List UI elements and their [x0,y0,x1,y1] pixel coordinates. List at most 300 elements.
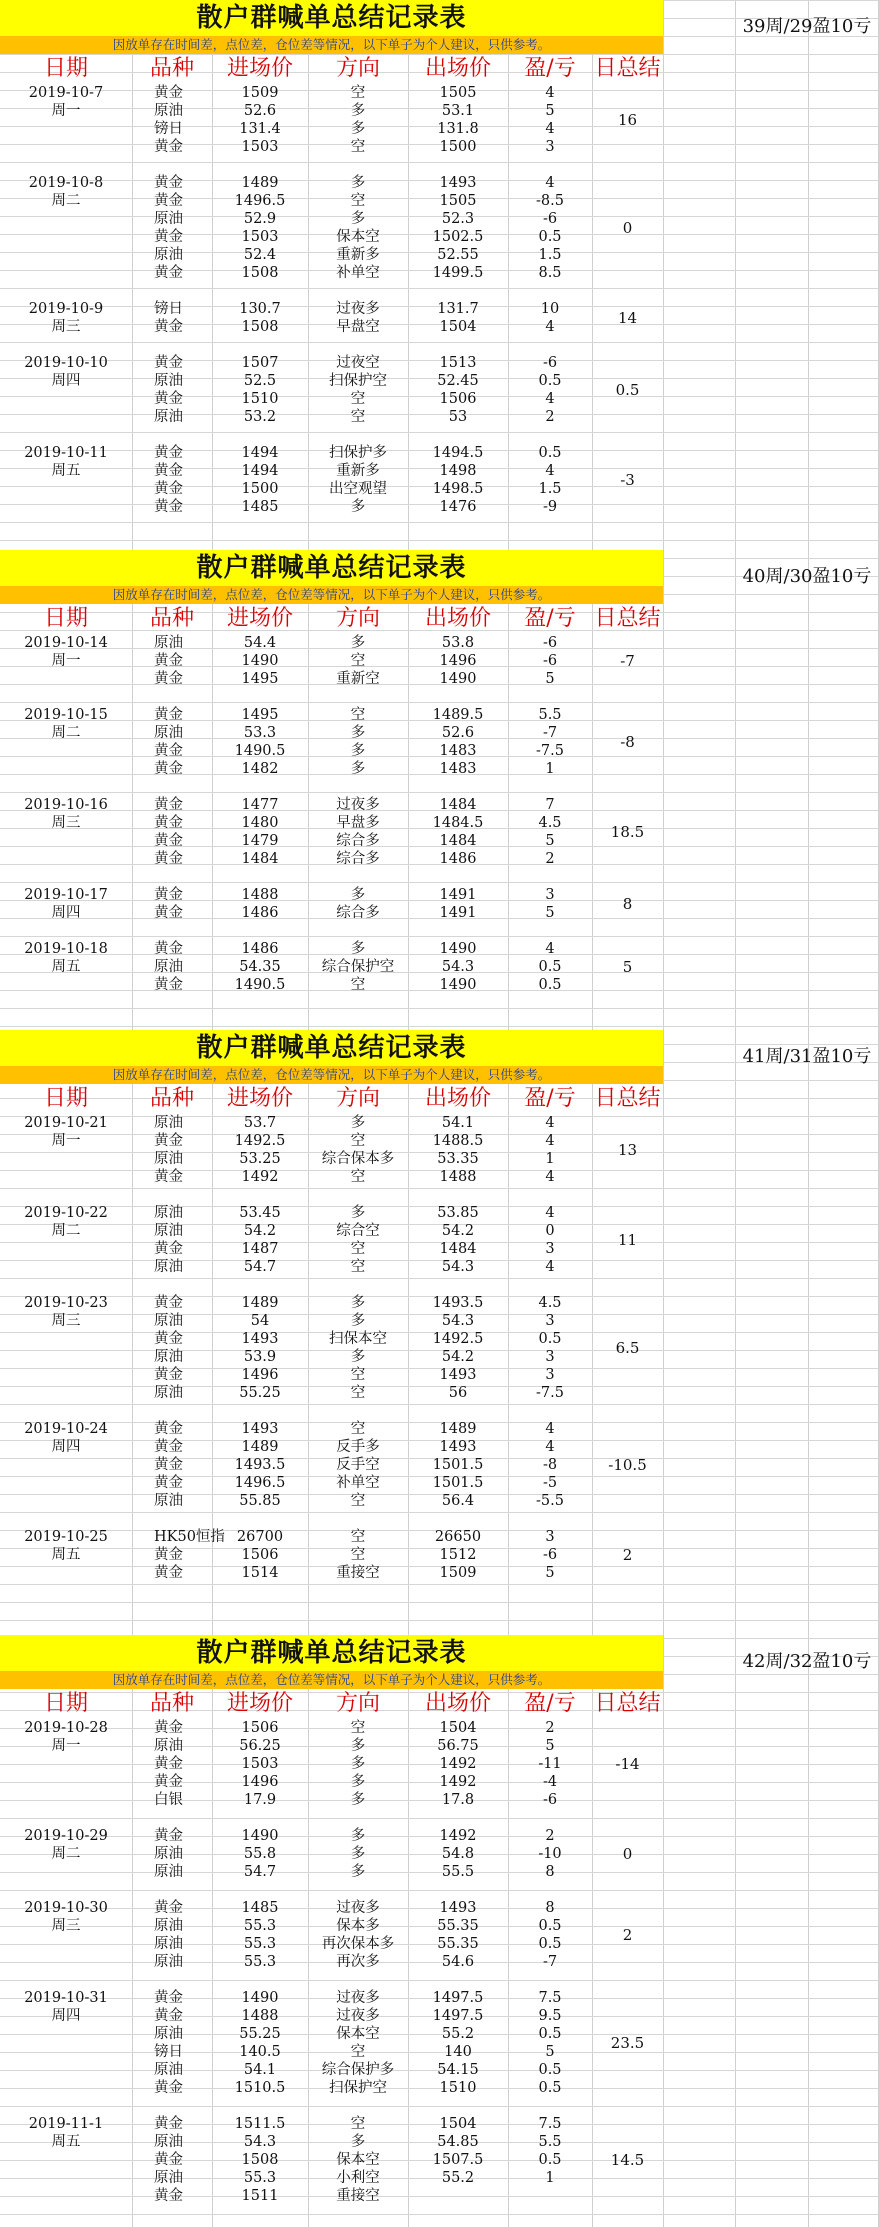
date-cell: 2019-10-18 [24,941,108,957]
exit-price-cell: 1504 [439,2116,477,2132]
date-cell: 2019-10-17 [24,887,108,903]
direction-cell: 多 [350,1738,366,1754]
direction-cell: 过夜多 [336,1900,380,1916]
table-row [0,354,663,372]
daily-total-cell: -10.5 [608,1456,647,1474]
exit-price-cell: 1483 [439,761,477,777]
header-pnl: 盈/亏 [524,606,576,631]
product-cell: 原油 [154,2170,183,2186]
direction-cell: 多 [350,1774,366,1790]
pnl-cell: 4 [545,1169,555,1185]
product-cell: 黄金 [154,653,183,669]
exit-price-cell: 52.55 [437,247,479,263]
weekday-cell: 周五 [51,959,81,975]
weekday-cell: 周三 [51,1313,81,1329]
grid-hline [0,1980,879,1981]
product-cell: 原油 [154,1115,183,1131]
entry-price-cell: 1506 [241,1547,279,1563]
entry-price-cell: 1514 [241,1565,279,1581]
exit-price-cell: 1510 [439,2080,477,2096]
weekday-cell: 周四 [51,373,81,389]
table-row [0,462,663,480]
direction-cell: 综合多 [336,905,380,921]
product-cell: 黄金 [154,481,183,497]
pnl-cell: 2 [545,1828,555,1844]
pnl-cell: 8 [545,1864,555,1880]
pnl-cell: 1.5 [538,481,562,497]
direction-cell: 空 [350,1547,366,1563]
grid-hline [0,1512,879,1513]
direction-cell: 综合保本多 [321,1151,395,1167]
product-cell: 原油 [154,1918,183,1934]
daily-total-cell: 0 [622,1845,633,1863]
table-row [0,1935,663,1953]
header-pnl: 盈/亏 [524,1691,576,1716]
product-cell: 黄金 [154,905,183,921]
exit-price-cell: 1492.5 [432,1331,484,1347]
product-cell: 黄金 [154,887,183,903]
header-exit: 出场价 [424,1691,491,1716]
product-cell: 黄金 [154,391,183,407]
date-cell: 2019-10-21 [24,1115,108,1131]
pnl-cell: 8.5 [538,265,562,281]
entry-price-cell: 1508 [241,265,279,281]
entry-price-cell: 1488 [241,887,279,903]
product-cell: 原油 [154,1151,183,1167]
exit-price-cell: 1507.5 [432,2152,484,2168]
entry-price-cell: 54.1 [243,2062,277,2078]
pnl-cell: 4 [545,1133,555,1149]
direction-cell: 空 [350,391,366,407]
entry-price-cell: 1492 [241,1169,279,1185]
exit-price-cell: 1493 [439,1900,477,1916]
product-cell: 黄金 [154,707,183,723]
exit-price-cell: 56 [448,1385,468,1401]
entry-price-cell: 131.4 [239,121,281,137]
table-row [0,1258,663,1276]
direction-cell: 空 [350,1241,366,1257]
exit-price-cell: 53 [448,409,468,425]
table-row [0,1528,663,1546]
pnl-cell: -8 [542,1457,558,1473]
product-cell: 黄金 [154,1900,183,1916]
pnl-cell: -9 [542,499,558,515]
exit-price-cell: 1483 [439,743,477,759]
date-cell: 2019-10-16 [24,797,108,813]
grid-hline [0,2214,879,2215]
table-row [0,372,663,390]
table-row [0,1899,663,1917]
direction-cell: 扫保护多 [329,445,387,461]
header-product: 品种 [149,1086,194,1111]
direction-cell: 综合空 [336,1223,380,1239]
product-cell: 黄金 [154,229,183,245]
product-cell: 黄金 [154,1720,183,1736]
entry-price-cell: 52.9 [243,211,277,227]
entry-price-cell: 54.4 [243,635,277,651]
pnl-cell: 0.5 [538,1331,562,1347]
grid-hline [0,2106,879,2107]
weekday-cell: 周三 [51,1918,81,1934]
exit-price-cell: 1502.5 [432,229,484,245]
exit-price-cell: 131.7 [437,301,479,317]
entry-price-cell: 54.2 [243,1223,277,1239]
direction-cell: 再次保本多 [321,1936,395,1952]
direction-cell: 空 [350,2044,366,2060]
exit-price-cell: 52.45 [437,373,479,389]
direction-cell: 扫保本空 [329,1331,387,1347]
table-row [0,1114,663,1132]
direction-cell: 保本空 [336,2152,380,2168]
grid-hline [0,792,879,793]
direction-cell: 多 [350,1846,366,1862]
entry-price-cell: 53.45 [239,1205,281,1221]
pnl-cell: 4 [545,175,555,191]
product-cell: 黄金 [154,1457,183,1473]
direction-cell: 过夜多 [336,301,380,317]
product-cell: 原油 [154,1738,183,1754]
direction-cell: 空 [350,1529,366,1545]
pnl-cell: -6 [542,1792,558,1808]
table-row [0,1845,663,1863]
grid-vline [663,0,664,2227]
header-pnl: 盈/亏 [524,1086,576,1111]
product-cell: 黄金 [154,941,183,957]
exit-price-cell: 1489 [439,1421,477,1437]
table-row [0,724,663,742]
entry-price-cell: 1490 [241,653,279,669]
daily-total-cell: 8 [622,895,633,913]
direction-cell: 多 [350,2134,366,2150]
table-row [0,390,663,408]
table-row [0,760,663,778]
grid-hline [0,540,879,541]
grid-hline [0,1188,879,1189]
daily-total-cell: 5 [622,958,633,976]
date-cell: 2019-10-31 [24,1990,108,2006]
entry-price-cell: 1503 [241,139,279,155]
grid-hline [0,1602,879,1603]
table-row [0,1755,663,1773]
exit-price-cell: 1506 [439,391,477,407]
table-row [0,2007,663,2025]
pnl-cell: 3 [545,139,555,155]
daily-total-cell: 23.5 [610,2034,645,2052]
date-cell: 2019-10-30 [24,1900,108,1916]
grid-hline [0,522,879,523]
pnl-cell: 0.5 [538,2062,562,2078]
grid-hline [0,1008,879,1009]
pnl-cell [508,2187,592,2205]
exit-price-cell: 1493 [439,175,477,191]
weekday-cell: 周一 [51,1133,81,1149]
pnl-cell: 0.5 [538,445,562,461]
pnl-cell: 5 [545,2044,555,2060]
product-cell: 黄金 [154,815,183,831]
table-row [0,652,663,670]
direction-cell: 空 [350,1133,366,1149]
daily-total-cell: 14 [617,309,638,327]
direction-cell: 空 [350,409,366,425]
exit-price-cell: 1492 [439,1828,477,1844]
table-row [0,2061,663,2079]
direction-cell: 空 [350,1493,366,1509]
entry-price-cell: 1496 [241,1774,279,1790]
daily-total-cell: 6.5 [615,1339,640,1357]
exit-price-cell: 55.5 [441,1864,475,1880]
product-cell: 黄金 [154,1331,183,1347]
table-row [0,940,663,958]
grid-hline [0,1818,879,1819]
exit-price-cell: 1484 [439,1241,477,1257]
daily-total-cell: -14 [615,1755,640,1773]
direction-cell: 空 [350,707,366,723]
date-cell: 2019-10-10 [24,355,108,371]
pnl-cell: 5 [545,905,555,921]
direction-cell: 保本多 [336,1918,380,1934]
product-cell: 黄金 [154,85,183,101]
table-row [0,2187,663,2205]
exit-price-cell: 131.8 [437,121,479,137]
direction-cell: 反手空 [336,1457,380,1473]
pnl-cell: 1.5 [538,247,562,263]
direction-cell: 多 [350,1313,366,1329]
exit-price-cell: 17.8 [441,1792,475,1808]
table-row [0,814,663,832]
direction-cell: 保本空 [336,229,380,245]
entry-price-cell: 54.7 [243,1864,277,1880]
pnl-cell: 5.5 [538,2134,562,2150]
weekday-cell: 周三 [51,815,81,831]
pnl-cell: 0.5 [538,373,562,389]
pnl-cell: -7.5 [536,1385,564,1401]
pnl-cell: 4 [545,391,555,407]
exit-price-cell: 54.2 [441,1349,475,1365]
table-row [0,1773,663,1791]
pnl-cell: -10 [538,1846,562,1862]
entry-price-cell: 1490 [241,1828,279,1844]
header-direction: 方向 [335,1691,380,1716]
direction-cell: 多 [350,941,366,957]
entry-price-cell: 52.5 [243,373,277,389]
grid-hline [0,288,879,289]
exit-price-cell: 140 [444,2044,472,2060]
date-cell: 2019-10-15 [24,707,108,723]
daily-total-cell: 2 [622,1546,633,1564]
table-row [0,1168,663,1186]
product-cell: 黄金 [154,977,183,993]
pnl-cell: 2 [545,1720,555,1736]
direction-cell: 多 [350,1828,366,1844]
entry-price-cell: 52.6 [243,103,277,119]
exit-price-cell: 1484.5 [432,815,484,831]
table-row [0,1456,663,1474]
exit-price-cell: 1513 [439,355,477,371]
direction-cell: 综合保护空 [321,959,395,975]
exit-price-cell: 54.2 [441,1223,475,1239]
direction-cell: 多 [350,1115,366,1131]
product-cell: 原油 [154,635,183,651]
pnl-cell: 5 [545,103,555,119]
pnl-cell: 8 [545,1900,555,1916]
product-cell: 原油 [154,1223,183,1239]
direction-cell: 空 [350,139,366,155]
entry-price-cell: 55.3 [243,1936,277,1952]
grid-hline [0,1620,879,1621]
entry-price-cell: 1485 [241,1900,279,1916]
header-pnl: 盈/亏 [524,56,576,81]
exit-price-cell: 1491 [439,905,477,921]
direction-cell: 空 [350,85,366,101]
entry-price-cell: 1488 [241,2008,279,2024]
exit-price-cell: 1488.5 [432,1133,484,1149]
product-cell: 黄金 [154,193,183,209]
product-cell: 黄金 [154,1756,183,1772]
entry-price-cell: 1496 [241,1367,279,1383]
pnl-cell: 4 [545,1205,555,1221]
pnl-cell: 7.5 [538,2116,562,2132]
header-product: 品种 [149,606,194,631]
exit-price-cell: 1486 [439,851,477,867]
entry-price-cell: 1484 [241,851,279,867]
direction-cell: 空 [350,977,366,993]
product-cell: 原油 [154,247,183,263]
table-row [0,1564,663,1582]
entry-price-cell: 1495 [241,707,279,723]
exit-price-cell: 54.85 [437,2134,479,2150]
entry-price-cell: 1492.5 [234,1133,286,1149]
exit-price-cell: 1491 [439,887,477,903]
table-row [0,138,663,156]
pnl-cell: -4 [542,1774,558,1790]
pnl-cell: 3 [545,1313,555,1329]
header-date: 日期 [43,56,88,81]
product-cell: 黄金 [154,175,183,191]
table-row [0,2133,663,2151]
table-row [0,1366,663,1384]
direction-cell: 多 [350,103,366,119]
exit-price-cell: 1500 [439,139,477,155]
pnl-cell: 4 [545,121,555,137]
direction-cell: 多 [350,121,366,137]
pnl-cell: -8.5 [536,193,564,209]
date-cell: 2019-10-11 [24,445,108,461]
table-row [0,1438,663,1456]
disclaimer-notice: 因放单存在时间差，点位差，仓位差等情况，以下单子为个人建议，只供参考。 [112,1672,551,1687]
table-row [0,1222,663,1240]
header-entry: 进场价 [226,1691,293,1716]
product-cell: 原油 [154,1205,183,1221]
direction-cell: 多 [350,1349,366,1365]
product-cell: 黄金 [154,355,183,371]
direction-cell: 空 [350,193,366,209]
entry-price-cell: 1508 [241,319,279,335]
daily-total-cell: 18.5 [610,823,645,841]
direction-cell: 多 [350,1756,366,1772]
grid-hline [0,1404,879,1405]
header-daily: 日总结 [594,56,661,81]
entry-price-cell: 1489 [241,1295,279,1311]
direction-cell: 早盘空 [336,319,380,335]
pnl-cell: 4 [545,1115,555,1131]
table-row [0,1863,663,1881]
product-cell: 原油 [154,2026,183,2042]
table-row [0,318,663,336]
weekday-cell: 周二 [51,193,81,209]
entry-price-cell: 1507 [241,355,279,371]
product-cell: 黄金 [154,743,183,759]
table-row [0,1204,663,1222]
product-cell: 黄金 [154,1421,183,1437]
entry-price-cell: 1510 [241,391,279,407]
table-row [0,2169,663,2187]
entry-price-cell: 1486 [241,905,279,921]
pnl-cell: 1 [545,2170,555,2186]
weekday-cell: 周四 [51,2008,81,2024]
entry-price-cell: 1503 [241,1756,279,1772]
direction-cell: 空 [350,1259,366,1275]
direction-cell: 多 [350,211,366,227]
entry-price-cell: 1490.5 [234,743,286,759]
direction-cell: 过夜多 [336,797,380,813]
product-cell: 原油 [154,211,183,227]
header-exit: 出场价 [424,1086,491,1111]
header-direction: 方向 [335,1086,380,1111]
table-row [0,480,663,498]
daily-total-cell: 13 [617,1141,638,1159]
date-cell: 2019-10-22 [24,1205,108,1221]
pnl-cell: -5.5 [536,1493,564,1509]
daily-total-cell: 14.5 [610,2151,645,2169]
header-product: 品种 [149,56,194,81]
exit-price-cell: 55.2 [441,2170,475,2186]
date-cell: 2019-10-25 [24,1529,108,1545]
weekday-cell: 周二 [51,1846,81,1862]
entry-price-cell: 1510.5 [234,2080,286,2096]
pnl-cell: 0.5 [538,1936,562,1952]
product-cell: 黄金 [154,2188,183,2204]
exit-price-cell: 54.15 [437,2062,479,2078]
product-cell: 黄金 [154,463,183,479]
exit-price-cell: 1501.5 [432,1475,484,1491]
pnl-cell: 0.5 [538,229,562,245]
header-entry: 进场价 [226,606,293,631]
pnl-cell: 5 [545,671,555,687]
table-row [0,1917,663,1935]
table-row [0,634,663,652]
exit-price-cell: 1490 [439,671,477,687]
table-row [0,1546,663,1564]
daily-total-cell: -7 [620,652,635,670]
entry-price-cell: 1500 [241,481,279,497]
direction-cell: 空 [350,2116,366,2132]
pnl-cell: -6 [542,635,558,651]
exit-price-cell: 1490 [439,941,477,957]
direction-cell: 小利空 [336,2170,380,2186]
pnl-cell: 1 [545,761,555,777]
direction-cell: 出空观望 [329,481,387,497]
table-title: 散户群喊单总结记录表 [196,1638,467,1668]
entry-price-cell: 1503 [241,229,279,245]
product-cell: 原油 [154,373,183,389]
direction-cell: 多 [350,887,366,903]
direction-cell: 空 [350,1720,366,1736]
product-cell: 黄金 [154,1828,183,1844]
product-cell: 黄金 [154,1133,183,1149]
exit-price-cell: 1498.5 [432,481,484,497]
table-row [0,174,663,192]
direction-cell: 多 [350,175,366,191]
